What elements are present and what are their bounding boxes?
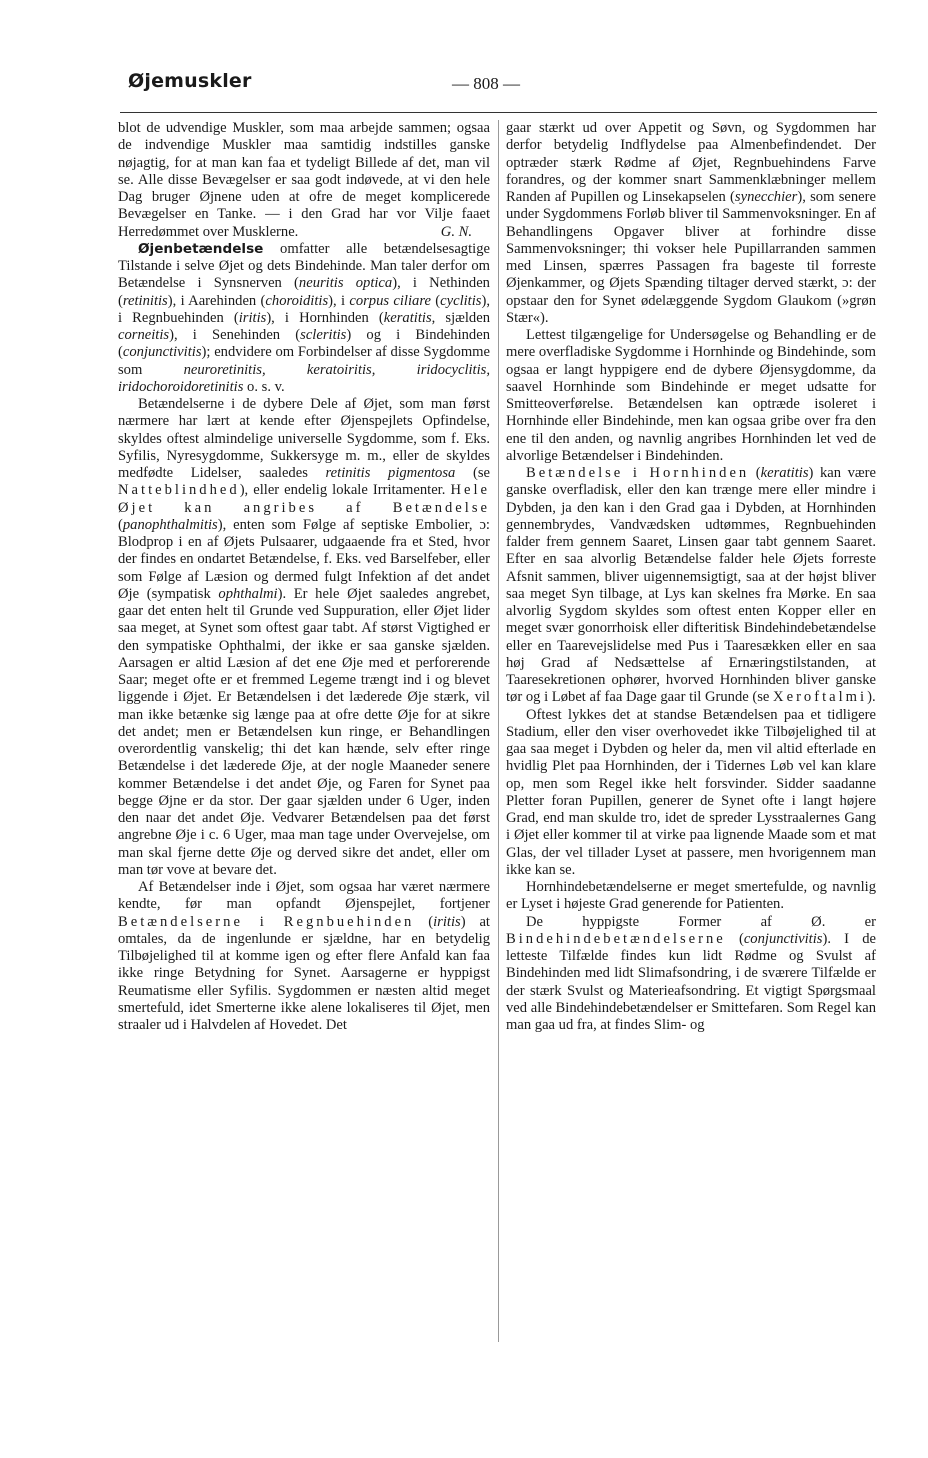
paragraph-entry-intro xyxy=(118,241,490,396)
term: ophthalmi xyxy=(218,585,278,602)
text: ), i Nethinden ( xyxy=(118,275,490,309)
paragraph-surface-diseases: Lettest tilgængelige for Undersøgelse og Behandling er de mere overfladiske Sygdomme i Hornhinde og Bindehinde, som ogsaa er langt hyppigere end de dybere Øjensygdomme, da saavel Hornhinde som Bindehinde er meget udsatte for Smitteoverførelse. Betændelsen kan optræde isoleret i Hornhinde eller Bindehinde, men kan ogsaa gribe over fra den ene til den anden, og navnlig angribes Hornhinden let ved de alvorlige Betændelser i Bindehinden. xyxy=(506,327,876,464)
paragraph-healing: Oftest lykkes det at standse Betændelsen paa et tidligere Stadium, eller den viser overhovedet ikke Tilbøjelighed til at gaa saa meget i Dybden og heler da, men vil altid efterlade en hvidlig Plet paa Hornhinden, der i Tidernes Løb vel kan klare op, men som Regel ikke helt forsvinder. Sidder saadanne Pletter foran Pupillen, generer de Synet ofte i langt højere Grad, end man skulde tro, idet de spreder Lysstraalernes Gang i Øjet eller kommer til at virke paa lignende Maade som et mat Glas, der vel tillader Lyset at passere, men hvorigennem man ikke kan se. xyxy=(506,706,876,878)
cross-reference: Natteblindhed xyxy=(118,482,240,499)
text: (se xyxy=(455,465,490,481)
text: ) og i Bindehinden ( xyxy=(118,327,490,361)
page-headword: Øjemuskler xyxy=(128,70,252,92)
spaced-emphasis: Bindehindebetændelserne xyxy=(506,930,726,947)
author-signature: G. N. xyxy=(440,223,472,240)
paragraph-conjunctivitis xyxy=(506,914,876,1035)
term: iritis xyxy=(238,309,267,326)
term: retinitis pigmentosa xyxy=(325,465,456,481)
paragraph-deeper-parts xyxy=(118,396,490,879)
text: ), i Hornhinden ( xyxy=(266,309,384,326)
paragraph-text: blot de udvendige Muskler, som maa arbejde sammen; ogsaa de indvendige Muskler maa samtidig indstilles ganske nøjagtig, for at man kan faa et tydeligt Billede af det, man vil se. Alle disse Bevægelser er saa godt indøvede, at vi den hele Dag bruger Øjnene uden at ofre de meget komplicerede Bevægelser en Tanke. — i den Grad har vor Vilje faaet Herredømmet over Musklerne. xyxy=(118,120,490,240)
term: neuroretinitis, keratoiritis, iridocyclitis, iridochoroidoretinitis xyxy=(118,361,490,395)
paragraph-iritis-cont xyxy=(506,120,876,327)
text: Betændelserne i de dybere Dele af Øjet, som man først nærmere har lært at kende efter Øjenspejlets Opfindelse, skyldes oftest almindelige universelle Sygdomme, som f. Eks. Syfilis, Nyresygdomme, Sukkersyge m. m., eller de skyldes medfødte Lidelser, saaledes xyxy=(118,396,490,481)
term: iritis xyxy=(433,913,461,930)
term: synecchier xyxy=(734,189,798,205)
text: ) kan være ganske overfladisk, eller den kan trænge mere eller mindre i Dybden, ja den kan i den Grad gaa i Dybden, at Hornhinden gennembrydes, Vandvædsken udtømmes, Regnbuehinden falder frem gennem Saaret, Linsen gaar tabt gennem Saaret. Efter en saa alvorlig Betændelse falder hele Øjets forreste Afsnit sammen, bliver uigennemsigtigt, saa at der højst bliver saa meget Syn tilbage, at Lys kan skelnes fra Mørke. En saa alvorlig Sygdom skyldes som oftest enten Kopper eller en meget svær gonorrhoisk eller difteritisk Bindehindebetændelse eller en Taarevejslidelse med Pus i Taaresækken eller en saa høj Grad af Nedsættelse af Ernæringstilstanden, at Taaresekretionen ophører, hvorved Hornhinden bliver ganske tør og i Løbet af faa Dage gaar til Grunde (se xyxy=(506,465,876,706)
term: choroiditis xyxy=(265,292,329,309)
text: ); endvidere om Forbindelser af disse Sygdomme som xyxy=(118,344,490,378)
text: omfatter alle betændelsesagtige Tilstande i selve Øjet og dets Bindehinde. Man taler derfor om Betændelse i Synsnerven ( xyxy=(118,240,490,292)
text: ). xyxy=(867,689,876,706)
paragraph-keratitis xyxy=(506,465,876,707)
paragraph-pain: Hornhindebetændelserne er meget smertefulde, og navnlig er Lyset i højeste Grad generende for Patienten. xyxy=(506,879,876,913)
text: ), som senere under Sygdommens Forløb bliver til Sammenvoksninger. En af Behandlingens Opgaver bliver at forhindre disse Sammenvoksninger; thi vokser hele Pupillarranden sammen med Linsen, spærres Passagen fra bageste til forreste Øjenkammer, og Øjets Spænding tiltager derved stærkt, ɔ: der opstaar den for Synet ødelæggende Sygdom Glaukom (»grøn Stær«). xyxy=(506,189,876,326)
term: corneitis xyxy=(118,327,170,343)
spaced-emphasis: Hele Øjet kan angribes af Betændelse xyxy=(118,482,490,516)
term: conjunctivitis xyxy=(743,930,823,947)
text: ). Er hele Øjet saaledes angrebet, gaar det enten helt til Grunde ved Suppuration, eller Øjet lider saa meget, at Synet som oftest gaar tabt. Af størst Vigtighed er den sympatiske Ophthalmi, der ikke er saa ganske sjælden. Aarsagen er altid Læsion af det ene Øje med et perforerende Saar; meget ofte er et fremmed Legeme trængt ind i og blevet liggende i Øjet. Er Betændelsen i det læderede Øje stærk, vil man ikke betænke sig længe paa at ofre dette Øje for at sikre det andet; men er Betændelsen kun ringe, er Behandlingen overordentlig vanskelig; thi det kan hænde, selv efter ringe Betændelse i det læderede Øje, at der nogle Maaneder senere kommer Betændelse i det andet Øje, og Faren for Synet paa begge Øjne er da stor. Der gaar sjælden under 6 Uger, inden den naar det andet Øje. Vedvarer Betændelsen paa det først angrebne Øje i c. 6 Uger, maa man tage under Overvejelse, om man skal fjerne dette Øje og derved sikre det andet, eller om man tør vove at bevare det. xyxy=(118,585,491,878)
spaced-emphasis: Betændelserne i Regnbuehinden xyxy=(118,913,415,930)
text: ) at omtales, da de ingenlunde er sjældne, har en betydelig Tilbøjelighed til at komme igen og efter flere Anfald kan faa ikke ringe Betydning for Synet. Aarsagerne er hyppigst Reumatisme eller Syfilis. Sygdommen er næsten altid meget smertefuld, idet Smerterne ikke alene lokaliseres til Øjet, men straaler ud i Halvdelen af Hovedet. Det xyxy=(118,913,490,1033)
paragraph-iritis xyxy=(118,879,490,1034)
header-rule xyxy=(120,112,877,113)
text: , sjælden xyxy=(431,309,490,326)
text: ( xyxy=(118,516,123,533)
cross-reference: Xeroftalmi xyxy=(773,689,868,706)
term: conjunctivitis xyxy=(122,344,202,361)
term: keratitis xyxy=(760,465,809,481)
text: gaar stærkt ud over Appetit og Søvn, og Sygdommen har derfor betydelig Indflydelse paa Almenbefindendet. Der optræder stærk Rødme af Øjet, Regnbuehindens Farve forandres, og der kommer snart Sammenklæbninger mellem Randen af Pupillen og Linsekapselen ( xyxy=(506,120,876,205)
text: ), eller endelig lokale Irritamenter. xyxy=(239,482,451,499)
entry-headword: Øjenbetændelse xyxy=(138,240,264,257)
text: ), i Regnbuehinden ( xyxy=(118,292,490,326)
term: scleritis xyxy=(300,327,347,343)
spaced-emphasis: Betændelse i Hornhinden xyxy=(526,465,750,481)
text: ), i Senehinden ( xyxy=(169,327,301,343)
text: ), i Aarehinden ( xyxy=(167,292,266,309)
page-number: — 808 — xyxy=(452,74,520,93)
text: ( xyxy=(414,913,434,930)
paragraph-muscles xyxy=(118,120,490,241)
term: panophthalmitis xyxy=(122,516,218,533)
text: o. s. v. xyxy=(243,378,285,395)
text: ), enten som Følge af septiske Embolier, ɔ: Blodprop i en af Øjets Pulsaarer, udgaaende fra et Sted, hvor der findes en ondartet Betændelse, f. Eks. ved Barselfeber, eller som Følge af Læsion og dermed fulgt Infektion af det andet Øje (sympatisk xyxy=(118,516,490,602)
column-divider xyxy=(498,120,499,1342)
right-column xyxy=(506,120,876,1034)
term: keratitis xyxy=(383,309,432,326)
text: ). I de letteste Tilfælde findes kun lidt Rødme og Svulst af Bindehinden med lidt Slimafsondring, i de sværere Tilfælde er der stærk Svulst og Materieafsondring. Et vigtigt Spørgsmaal ved alle Bindehindebetændelser er Smittefaren. Som Regel kan man gaa ud fra, at findes Slim- og xyxy=(506,930,876,1033)
text: ), i xyxy=(328,292,350,309)
text: ( xyxy=(749,465,761,481)
term: corpus ciliare xyxy=(349,292,431,309)
text: ( xyxy=(725,930,744,947)
text: De hyppigste Former af Ø. er xyxy=(526,913,876,930)
text: Af Betændelser inde i Øjet, som ogsaa har været nærmere kendte, før man opfandt Øjenspejlet, fortjener xyxy=(118,879,490,913)
left-column xyxy=(118,120,490,1034)
text: ( xyxy=(430,292,441,309)
term: retinitis xyxy=(122,292,168,309)
term: neuritis optica xyxy=(298,275,393,292)
term: cyclitis xyxy=(440,292,482,309)
